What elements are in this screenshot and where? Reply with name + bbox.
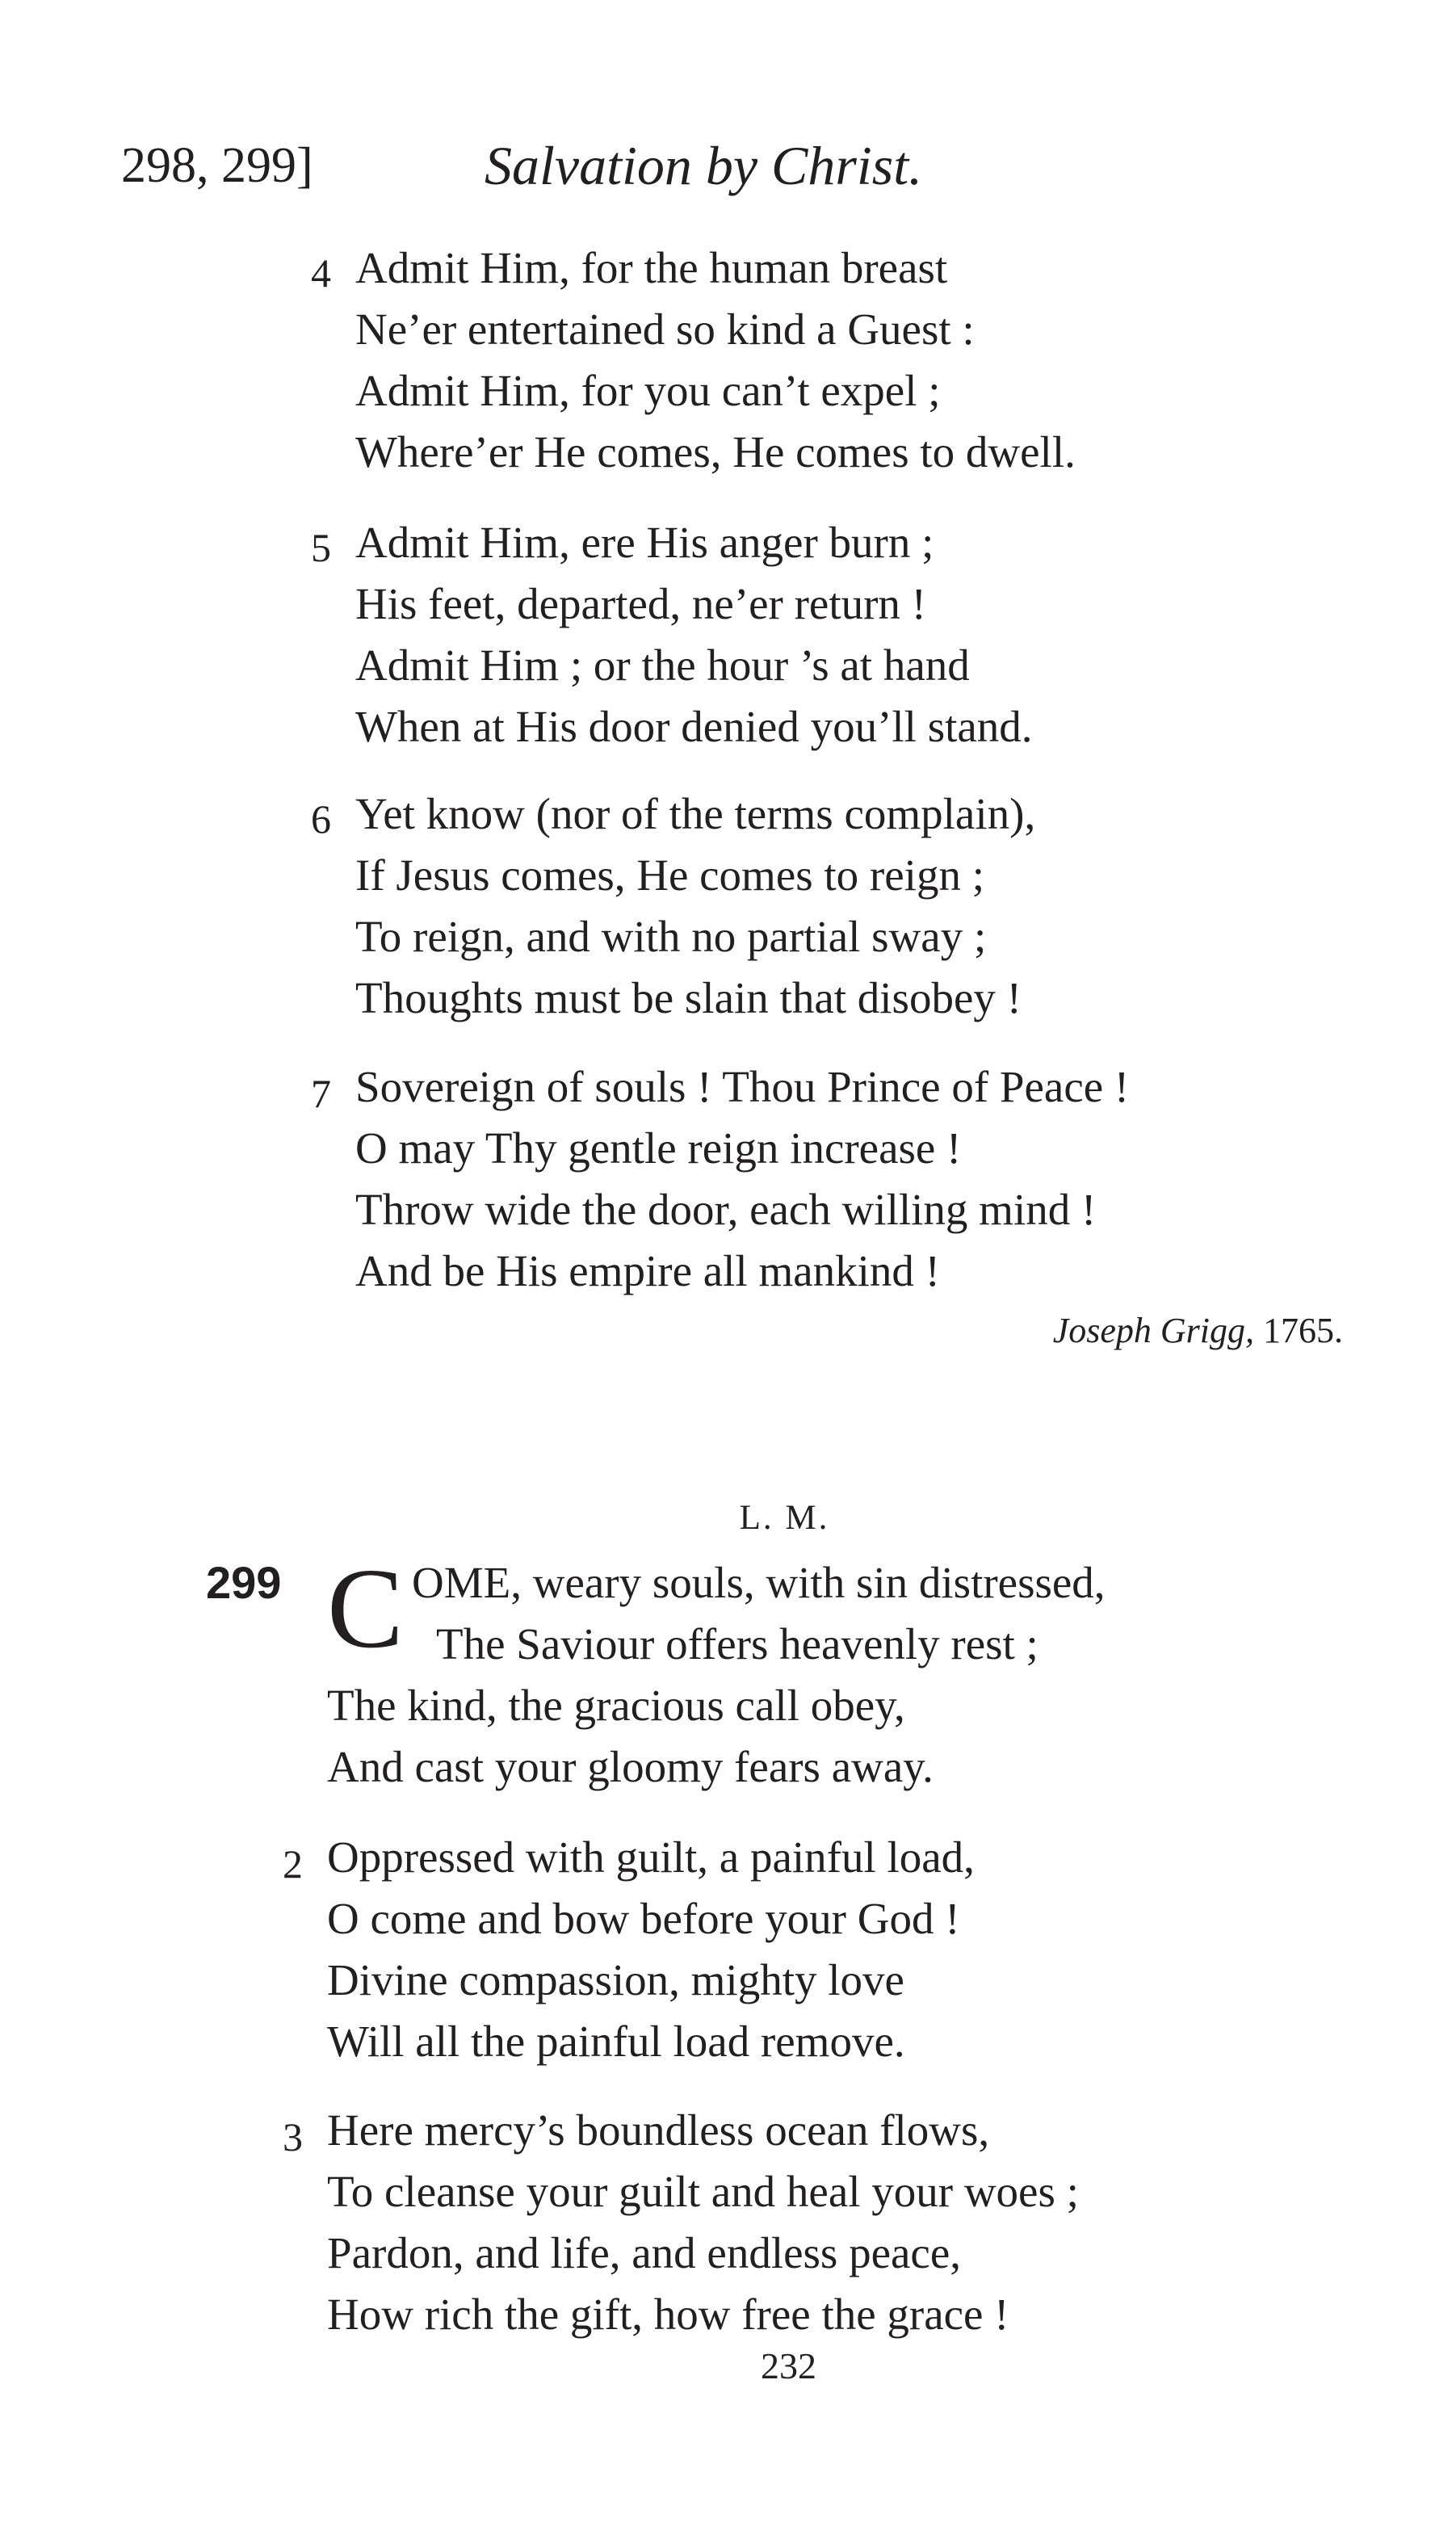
verse-line: Admit Him, for you can’t expel ; [355,366,941,415]
verse-line: Yet know (nor of the terms complain), [355,789,1036,838]
running-head-hymn-numbers: 298, 299] [121,138,313,193]
verse-line: If Jesus comes, He comes to reign ; [355,850,984,900]
author-year: 1765. [1263,1311,1343,1350]
verse-line: Admit Him, ere His anger burn ; [355,518,934,567]
verse-line: How rich the gift, how free the grace ! [327,2290,1009,2339]
verse-line: Will all the painful load remove. [327,2017,905,2066]
verse-line: Divine compassion, mighty love [327,1955,904,2004]
verse-line: Ne’er entertained so kind a Guest : [355,304,975,354]
verse-line: Throw wide the door, each willing mind ! [355,1185,1097,1234]
verse-line: To reign, and with no partial sway ; [355,912,987,961]
verse-line: O may Thy gentle reign increase ! [355,1123,962,1173]
running-head-title: Salvation by Christ. [485,135,923,196]
stanza-number: 4 [311,250,331,296]
stanza-number: 3 [283,2114,303,2160]
verse-line: Admit Him ; or the hour ’s at hand [355,640,970,690]
verse-line: Here mercy’s boundless ocean flows, [327,2105,990,2155]
verse-line: Admit Him, for the human breast [355,243,948,292]
author-attribution [1053,1307,1343,1355]
page-number: 232 [761,2345,816,2386]
verse-line: OME, weary souls, with sin distressed, [412,1558,1106,1607]
author-name: Joseph Grigg, [1052,1311,1254,1350]
drop-cap: C [327,1544,404,1672]
verse-line: O come and bow before your God ! [327,1894,960,1943]
verse-line: The kind, the gracious call obey, [327,1681,905,1730]
stanza-number: 2 [283,1841,303,1887]
verse-line: The Saviour offers heavenly rest ; [436,1619,1039,1668]
verse-line: And cast your gloomy fears away. [327,1742,934,1791]
verse-line: To cleanse your guilt and heal your woes ; [327,2167,1079,2216]
verse-line: When at His door denied you’ll stand. [355,702,1033,751]
verse-line: Thoughts must be slain that disobey ! [355,973,1022,1022]
stanza-number: 5 [311,525,331,570]
hymn-number: 299 [206,1557,282,1608]
verse-line: Oppressed with guilt, a painful load, [327,1832,975,1882]
verse-line: His feet, departed, ne’er return ! [355,579,926,628]
stanza-number: 6 [311,796,331,842]
verse-line: Where’er He comes, He comes to dwell. [355,427,1076,476]
verse-line: Sovereign of souls ! Thou Prince of Peace ! [355,1062,1130,1111]
verse-line: And be His empire all mankind ! [355,1246,940,1295]
stanza-number: 7 [311,1071,331,1116]
verse-line: Pardon, and life, and endless peace, [327,2228,961,2277]
meter-label: L. M. [739,1499,830,1537]
